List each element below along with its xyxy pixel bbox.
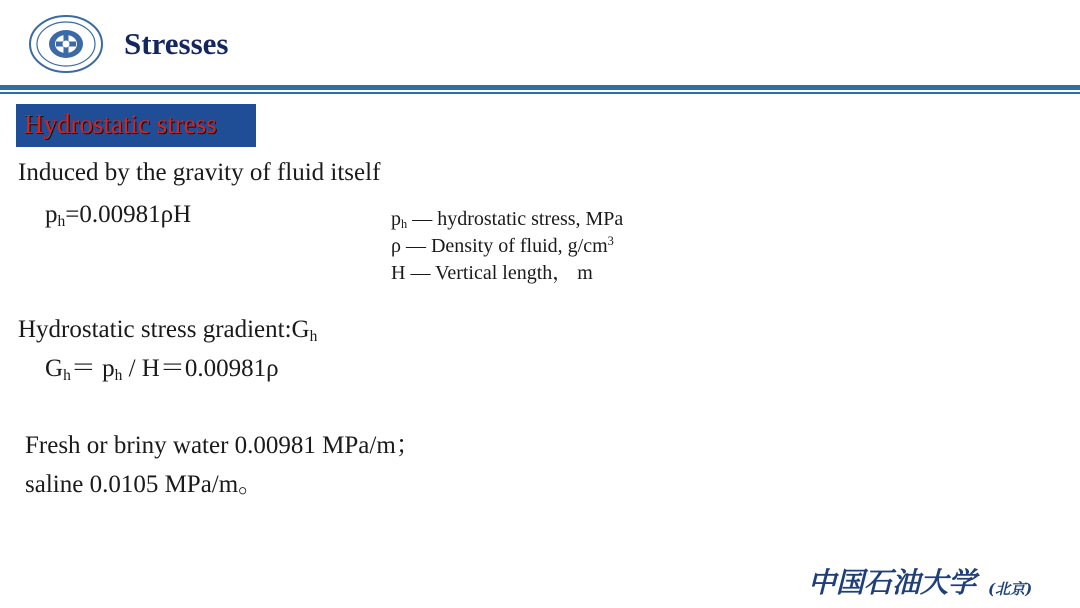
- definition-rho: ρ — Density of fluid, $g/cm^3$: [391, 234, 614, 257]
- page-title: Stresses: [124, 26, 229, 61]
- header-divider-thick: [0, 85, 1080, 90]
- header-divider-thin: [0, 92, 1080, 94]
- university-seal-logo-icon: [28, 14, 104, 74]
- fresh-water-gradient: Fresh or briny water 0.00981 MPa/m；: [25, 432, 421, 459]
- saline-gradient: saline 0.0105 MPa/m。: [25, 471, 264, 498]
- hydrostatic-formula: $p_h=0.00981\rho H$: [45, 201, 192, 230]
- section-heading: Hydrostatic stress: [24, 109, 217, 139]
- svg-text:(北京): (北京): [988, 580, 1033, 598]
- university-calligraphy-logo-icon: [808, 560, 1056, 602]
- gradient-formula: $G_h= p_h / H=0.00981\rho$: [45, 355, 279, 384]
- intro-text: Induced by the gravity of fluid itself: [18, 159, 381, 186]
- definition-ph: $p_h$ — hydrostatic stress, MPa: [391, 208, 624, 232]
- gradient-label: Hydrostatic stress $gradient:G_h$: [18, 316, 318, 345]
- svg-text:中国石油大学: 中国石油大学: [808, 566, 977, 599]
- definition-h: H — Vertical length， m: [391, 262, 593, 284]
